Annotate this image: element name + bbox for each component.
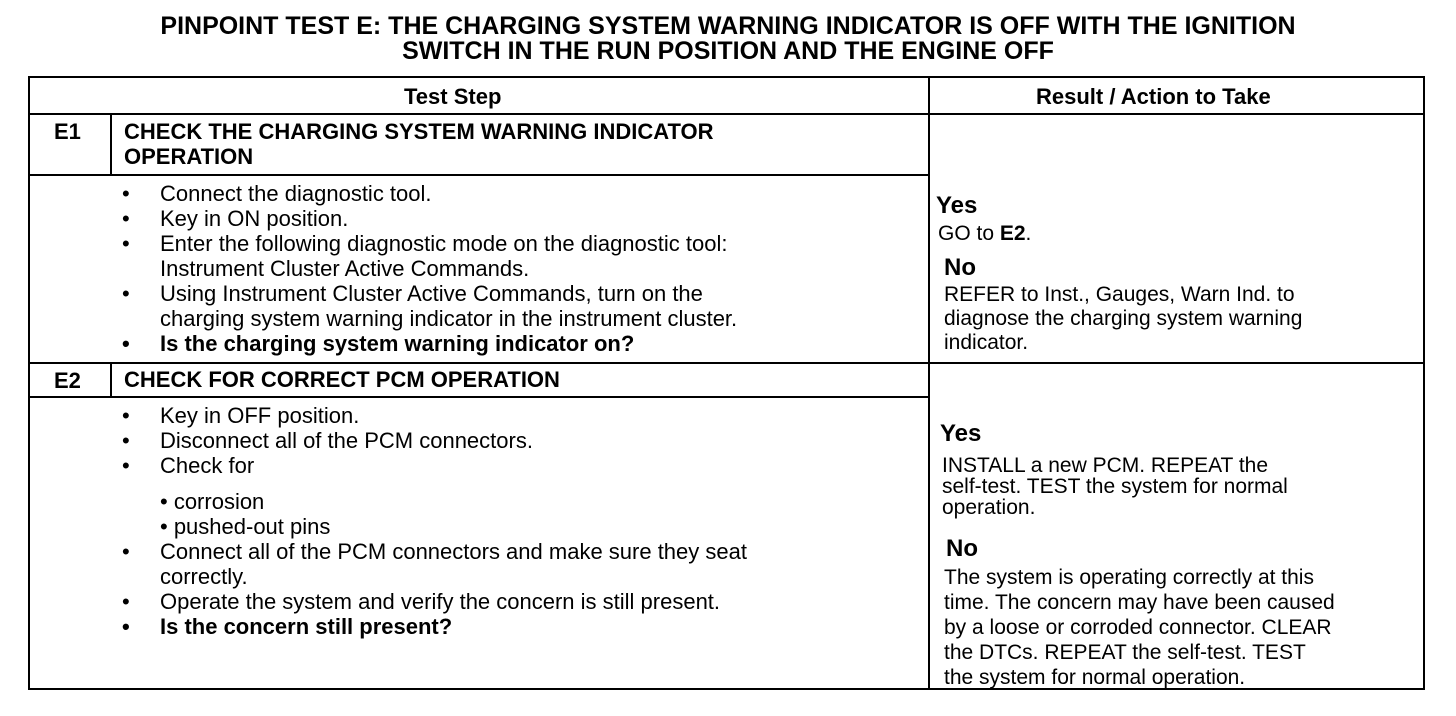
- list-item: • pushed-out pins: [160, 514, 331, 539]
- e1-id-divider: [110, 113, 112, 174]
- e2-instructions-a: [122, 403, 533, 478]
- e1-yes-text: GO to E2.: [938, 222, 1032, 245]
- page-title: [0, 14, 1456, 64]
- title-line-1: PINPOINT TEST E: THE CHARGING SYSTEM WARNING INDICATOR IS OFF WITH THE IGNITION: [160, 12, 1296, 40]
- header-result: Result / Action to Take: [1036, 84, 1271, 109]
- pinpoint-test-table: [28, 76, 1425, 690]
- e2-no-label: No: [946, 535, 978, 562]
- step-title-e1: CHECK THE CHARGING SYSTEM WARNING INDICATOR OPERATION: [124, 119, 714, 169]
- e2-instructions-b: [122, 539, 747, 639]
- e1-yes-label: Yes: [936, 192, 978, 219]
- e2-id-divider: [110, 362, 112, 396]
- e2-yes-text: INSTALL a new PCM. REPEAT the self-test. TEST the system for normal operation.: [942, 454, 1288, 519]
- e2-title-divider: [30, 396, 928, 398]
- e1-no-text: REFER to Inst., Gauges, Warn Ind. to diagnose the charging system warning indicator.: [944, 283, 1303, 354]
- list-item: • Disconnect all of the PCM connectors.: [122, 428, 533, 453]
- list-item: • Enter the following diagnostic mode on the diagnostic tool: Instrument Cluster Active Commands.: [122, 231, 728, 281]
- list-item: • Using Instrument Cluster Active Commands, turn on the charging system warning indicator in the instrument cluster.: [122, 281, 738, 331]
- list-item: • Connect all of the PCM connectors and make sure they seat correctly.: [122, 539, 747, 589]
- list-item: • Check for: [122, 453, 255, 478]
- list-item: • Connect the diagnostic tool.: [122, 181, 432, 206]
- e1-title-divider: [30, 174, 928, 176]
- e2-no-text: The system is operating correctly at this time. The concern may have been caused by a loose or corroded connector. CLEAR the DTCs. REPEAT the self-test. TEST the system for normal operation.: [944, 566, 1335, 689]
- header-test-step: Test Step: [404, 84, 502, 109]
- step-id-e1: E1: [54, 119, 81, 144]
- list-item: • Key in ON position.: [122, 206, 349, 231]
- step-id-e2: E2: [54, 368, 81, 393]
- e2-check-subitems: [160, 489, 330, 539]
- e1-instructions: [122, 181, 737, 356]
- e1-no-label: No: [944, 254, 976, 281]
- column-divider: [928, 78, 930, 688]
- e2-yes-label: Yes: [940, 420, 982, 447]
- list-item: • Key in OFF position.: [122, 403, 360, 428]
- header-divider: [30, 113, 1423, 115]
- list-item: • Operate the system and verify the concern is still present.: [122, 589, 721, 614]
- list-item-question: • Is the concern still present?: [122, 614, 453, 639]
- title-line-2: SWITCH IN THE RUN POSITION AND THE ENGINE OFF: [402, 37, 1054, 65]
- list-item: • corrosion: [160, 489, 265, 514]
- list-item-question: • Is the charging system warning indicator on?: [122, 331, 635, 356]
- e1-e2-divider: [30, 362, 1423, 364]
- step-title-e2: CHECK FOR CORRECT PCM OPERATION: [124, 367, 560, 392]
